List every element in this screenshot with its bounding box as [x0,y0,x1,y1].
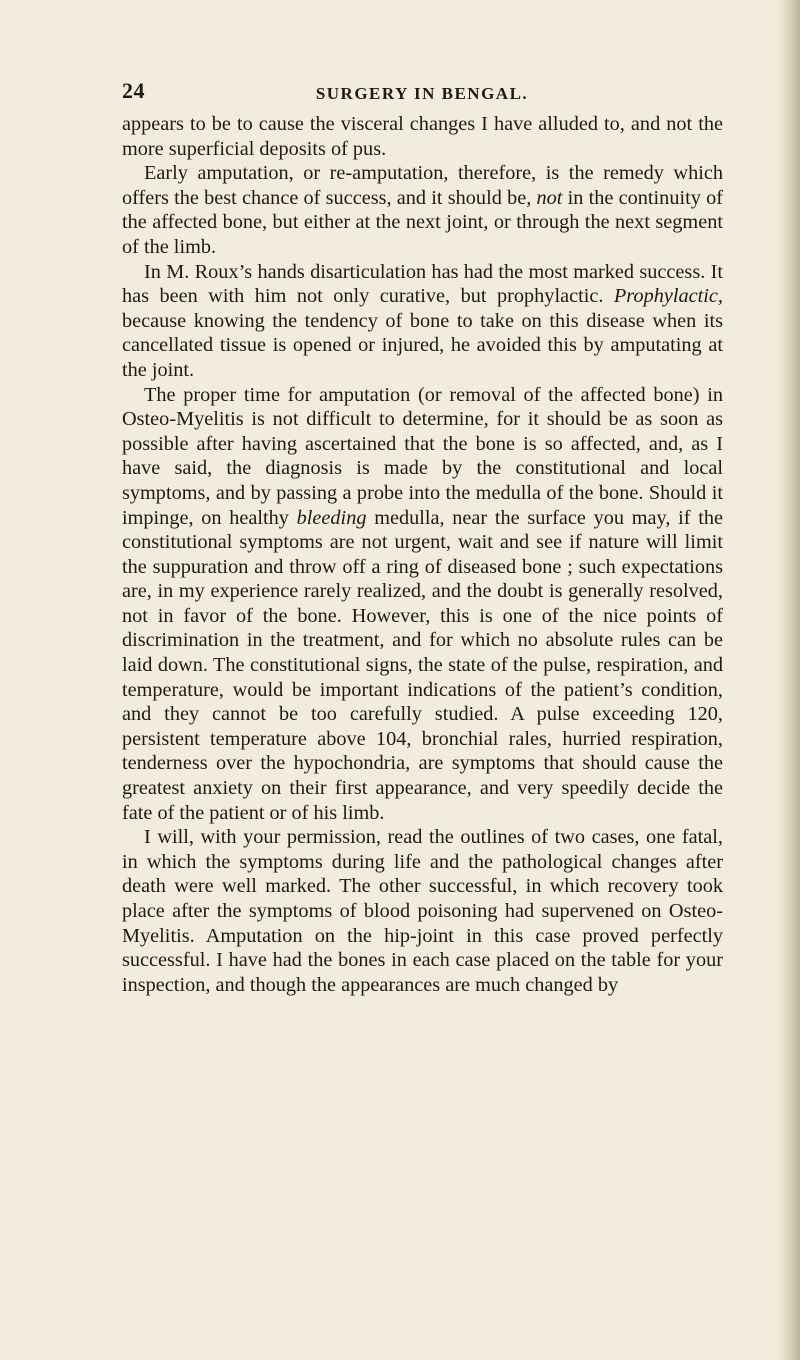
text-run: appears to be to cause the visceral changes I have alluded to, and not the more superficial deposits of pus. [122,113,723,160]
text-run: because knowing the tendency of bone to take on this disease when its cancellated tissue is opened or injured, he avoided this by amputating at the joint. [122,309,723,381]
italic-text: not [536,186,563,209]
text-run: medulla, near the surface you may, if the constitutional symptoms are not urgent, wait and see if nature will limit the suppuration and throw off a ring of diseased bone ; such expectations are, in my experience rarely realized, and the doubt is generally resolved, not in favor of the bone. However, this is one of the nice points of discrimination in the treatment, and for which no absolute rules can be laid down. The constitutional signs, the state of the pulse, respiration, and temperature, would be important indications of the patient’s condition, and they cannot be too carefully studied. A pulse exceeding 120, persistent temperature above 104, bronchial rales, hurried respiration, tenderness over the hypochondria, are symptoms that should cause the greatest anxiety on their first appearance, and very speedily decide the fate of the patient or of his limb. [122,506,723,824]
text-run: The proper time for amputation (or removal of the affected bone) in Osteo-Myelitis is not difficult to determine, for it should be as soon as possible after having ascertained that the bone is so affected, and, as I have said, the diagnosis is made by the constitutional and local symptoms, and by passing a probe into the medulla of the bone. Should it impinge, on healthy [122,383,723,529]
page-number: 24 [122,78,145,103]
body-text [122,112,723,997]
paragraph-3 [122,260,723,383]
text-run: In M. Roux’s hands disarticulation has had the most marked success. It has been with him not only curative, but prophylactic. [122,260,723,308]
paragraph-2 [122,161,723,259]
italic-text: bleeding [296,506,367,529]
paragraph-5 [122,825,723,997]
text-run: I will, with your permission, read the outlines of two cases, one fatal, in which the symptoms during life and the pathological changes after death were well marked. The other successful, in which recovery took place after the symptoms of blood poisoning had supervened on Osteo-Myelitis. Amputation on the hip-joint in this case proved perfectly successful. I have had the bones in each case placed on the table for your inspection, and though the appearances are much changed by [122,826,723,996]
page-header [122,78,722,108]
paragraph-1 [122,112,723,161]
text-run: Early amputation, or re-amputation, therefore, is the remedy which offers the best chance of success, and it should be, [122,162,723,209]
running-title: SURGERY IN BENGAL. [315,84,529,103]
paragraph-4 [122,383,723,826]
italic-text: Prophylactic, [613,285,723,308]
page-edge-shadow [778,0,800,1360]
text-run: in the continuity of the affected bone, but either at the next joint, or through the next segment of the limb. [122,186,723,258]
